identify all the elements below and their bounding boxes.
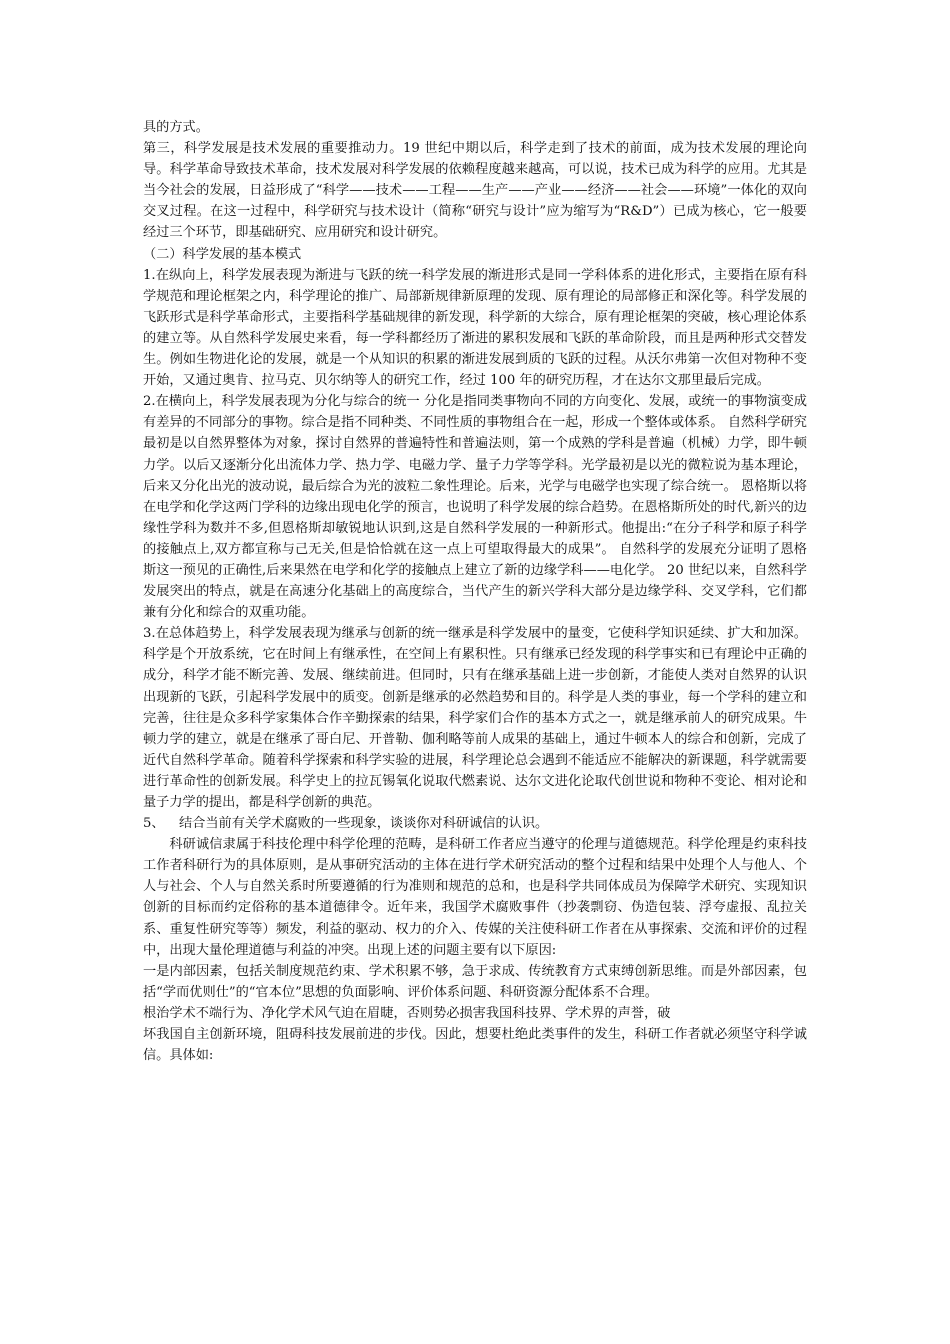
paragraph-horizontal-development: 2.在横向上，科学发展表现为分化与综合的统一 分化是指同类事物向不同的方向变化、发展，或统一的事物演变成有差异的不同部分的事物。综合是指不同种类、不同性质的事物组合在一起，形成一个整体或体系。 自然科学研究最初是以自然界整体为对象，探讨自然界的普遍特性和普遍法则，第一个成熟的学科是普遍（机械）力学，即牛顿力学。以后又逐渐分化出流体力学、热力学、电磁力学、量子力学等学科。光学最初是以光的微粒说为基本理论，后来又分化出光的波动说，最后综合为光的波粒二象性理论。后来，光学与电磁学也实现了综合统一。 恩格斯以将在电学和化学这两门学科的边缘出现电化学的预言，也说明了科学发展的综合趋势。在恩格斯所处的时代,新兴的边缘性学科为数并不多,但恩格斯却敏锐地认识到,这是自然科学发展的一种新形式。他提出:“在分子科学和原子科学的接触点上,双方都宣称与己无关,但是恰恰就在这一点上可望取得最大的成果”。 自然科学的发展充分证明了恩格斯这一预见的正确性,后来果然在电学和化学的接触点上建立了新的边缘学科——电化学。 20 世纪以来，自然科学发展突出的特点，就是在高速分化基础上的高度综合，当代产生的新兴学科大部分是边缘学科、交叉学科，它们都兼有分化和综合的双重功能。 (143, 394, 807, 621)
question-text: 结合当前有关学术腐败的一些现象，谈谈你对科研诚信的认识。 (179, 816, 549, 832)
section-heading: （二）科学发展的基本模式 (143, 246, 302, 262)
paragraph-third-point: 第三，科学发展是技术发展的重要推动力。19 世纪中期以后，科学走到了技术的前面，成为技术发展的理论向导。科学革命导致技术革命，技术发展对科学发展的依赖程度越来越高，可以说，技术已成为科学的应用。尤其是当今社会的发展，日益形成了“科学——技术——工程——生产——产业——经济——社会——环境”一体化的双向交叉过程。在这一过程中，科学研究与技术设计（简称“研究与设计”应为缩写为“R&D”）已成为核心，它一般要经过三个环节，即基础研究、应用研究和设计研究。 (143, 141, 807, 241)
paragraph-vertical-development: 1.在纵向上，科学发展表现为渐进与飞跃的统一科学发展的渐进形式是同一学科体系的进化形式，主要指在原有科学规范和理论框架之内，科学理论的推广、局部新规律新原理的发现、原有理论的局部修正和深化等。科学发展的飞跃形式是科学革命形式，主要指科学基础规律的新发现，科学新的大综合，原有理论框架的突破，核心理论体系的建立等。从自然科学发展史来看，每一学科都经历了渐进的累积发展和飞跃的革命阶段，而且是两种形式交替发生。例如生物进化论的发展，就是一个从知识的积累的渐进发展到质的飞跃的过程。从沃尔弗第一次但对物种不变开始，又通过奥肯、拉马克、贝尔纳等人的研究工作，经过 100 年的研究历程，才在达尔文那里最后完成。 (143, 267, 807, 389)
question-number: 5、 (143, 816, 165, 832)
answer-paragraph: 根治学术不端行为、净化学术风气迫在眉睫，否则势必损害我国科技界、学术界的声誉，破 (143, 1005, 671, 1021)
answer-paragraph: 一是内部因素，包括关制度规范约束、学术积累不够，急于求成、传统教育方式束缚创新思维。而是外部因素，包括“学而优则仕”的“官本位”思想的负面影响、评价体系问题、科研资源分配体系不合理。 (143, 963, 807, 1000)
document-page (143, 117, 807, 1066)
answer-paragraph: 科研诚信隶属于科技伦理中科学伦理的范畴，是科研工作者应当遵守的伦理与道德规范。科学伦理是约束科技工作者科研行为的具体原则，是从事研究活动的主体在进行学术研究活动的整个过程和结果中处理个人与他人、个人与社会、个人与自然关系时所要遵循的行为准则和规范的总和，也是科学共同体成员为保障学术研究、实现知识创新的目标而约定俗称的基本道德律令。近年来，我国学术腐败事件（抄袭剽窃、伪造包装、浮夸虚报、乱拉关系、重复性研究等等）频发，利益的驱动、权力的介入、传媒的关注使科研工作者在从事探索、交流和评价的过程中，出现大量伦理道德与利益的冲突。出现上述的问题主要有以下原因: (143, 837, 807, 958)
paragraph-overall-trend: 3.在总体趋势上，科学发展表现为继承与创新的统一继承是科学发展中的量变，它使科学知识延续、扩大和加深。科学是个开放系统，它在时间上有继承性，在空间上有累积性。只有继承已经发现的科学事实和已有理论中正确的成分，科学才能不断完善、发展、继续前进。但同时，只有在继承基础上进一步创新，才能使人类对自然界的认识出现新的飞跃，引起科学发展中的质变。创新是继承的必然趋势和目的。科学是人类的事业，每一个学科的建立和完善，往往是众多科学家集体合作辛勤探索的结果，科学家们合作的基本方式之一，就是继承前人的研究成果。牛顿力学的建立，就是在继承了哥白尼、开普勒、伽利略等前人成果的基础上，通过牛顿本人的综合和创新，完成了近代自然科学革命。随着科学探索和科学实验的进展，科学理论总会遇到不能适应不能解决的新课题，科学就需要进行革命性的创新发展。科学史上的拉瓦锡氧化说取代燃素说、达尔文进化论取代创世说和物种不变论、相对论和量子力学的提出，都是科学创新的典范。 (143, 626, 807, 810)
answer-paragraph: 坏我国自主创新环境，阻碍科技发展前进的步伐。因此，想要杜绝此类事件的发生，科研工作者就必须坚守科学诚信。具体如: (143, 1027, 807, 1064)
paragraph-continuation: 具的方式。 (143, 120, 209, 135)
question-line (143, 813, 807, 834)
